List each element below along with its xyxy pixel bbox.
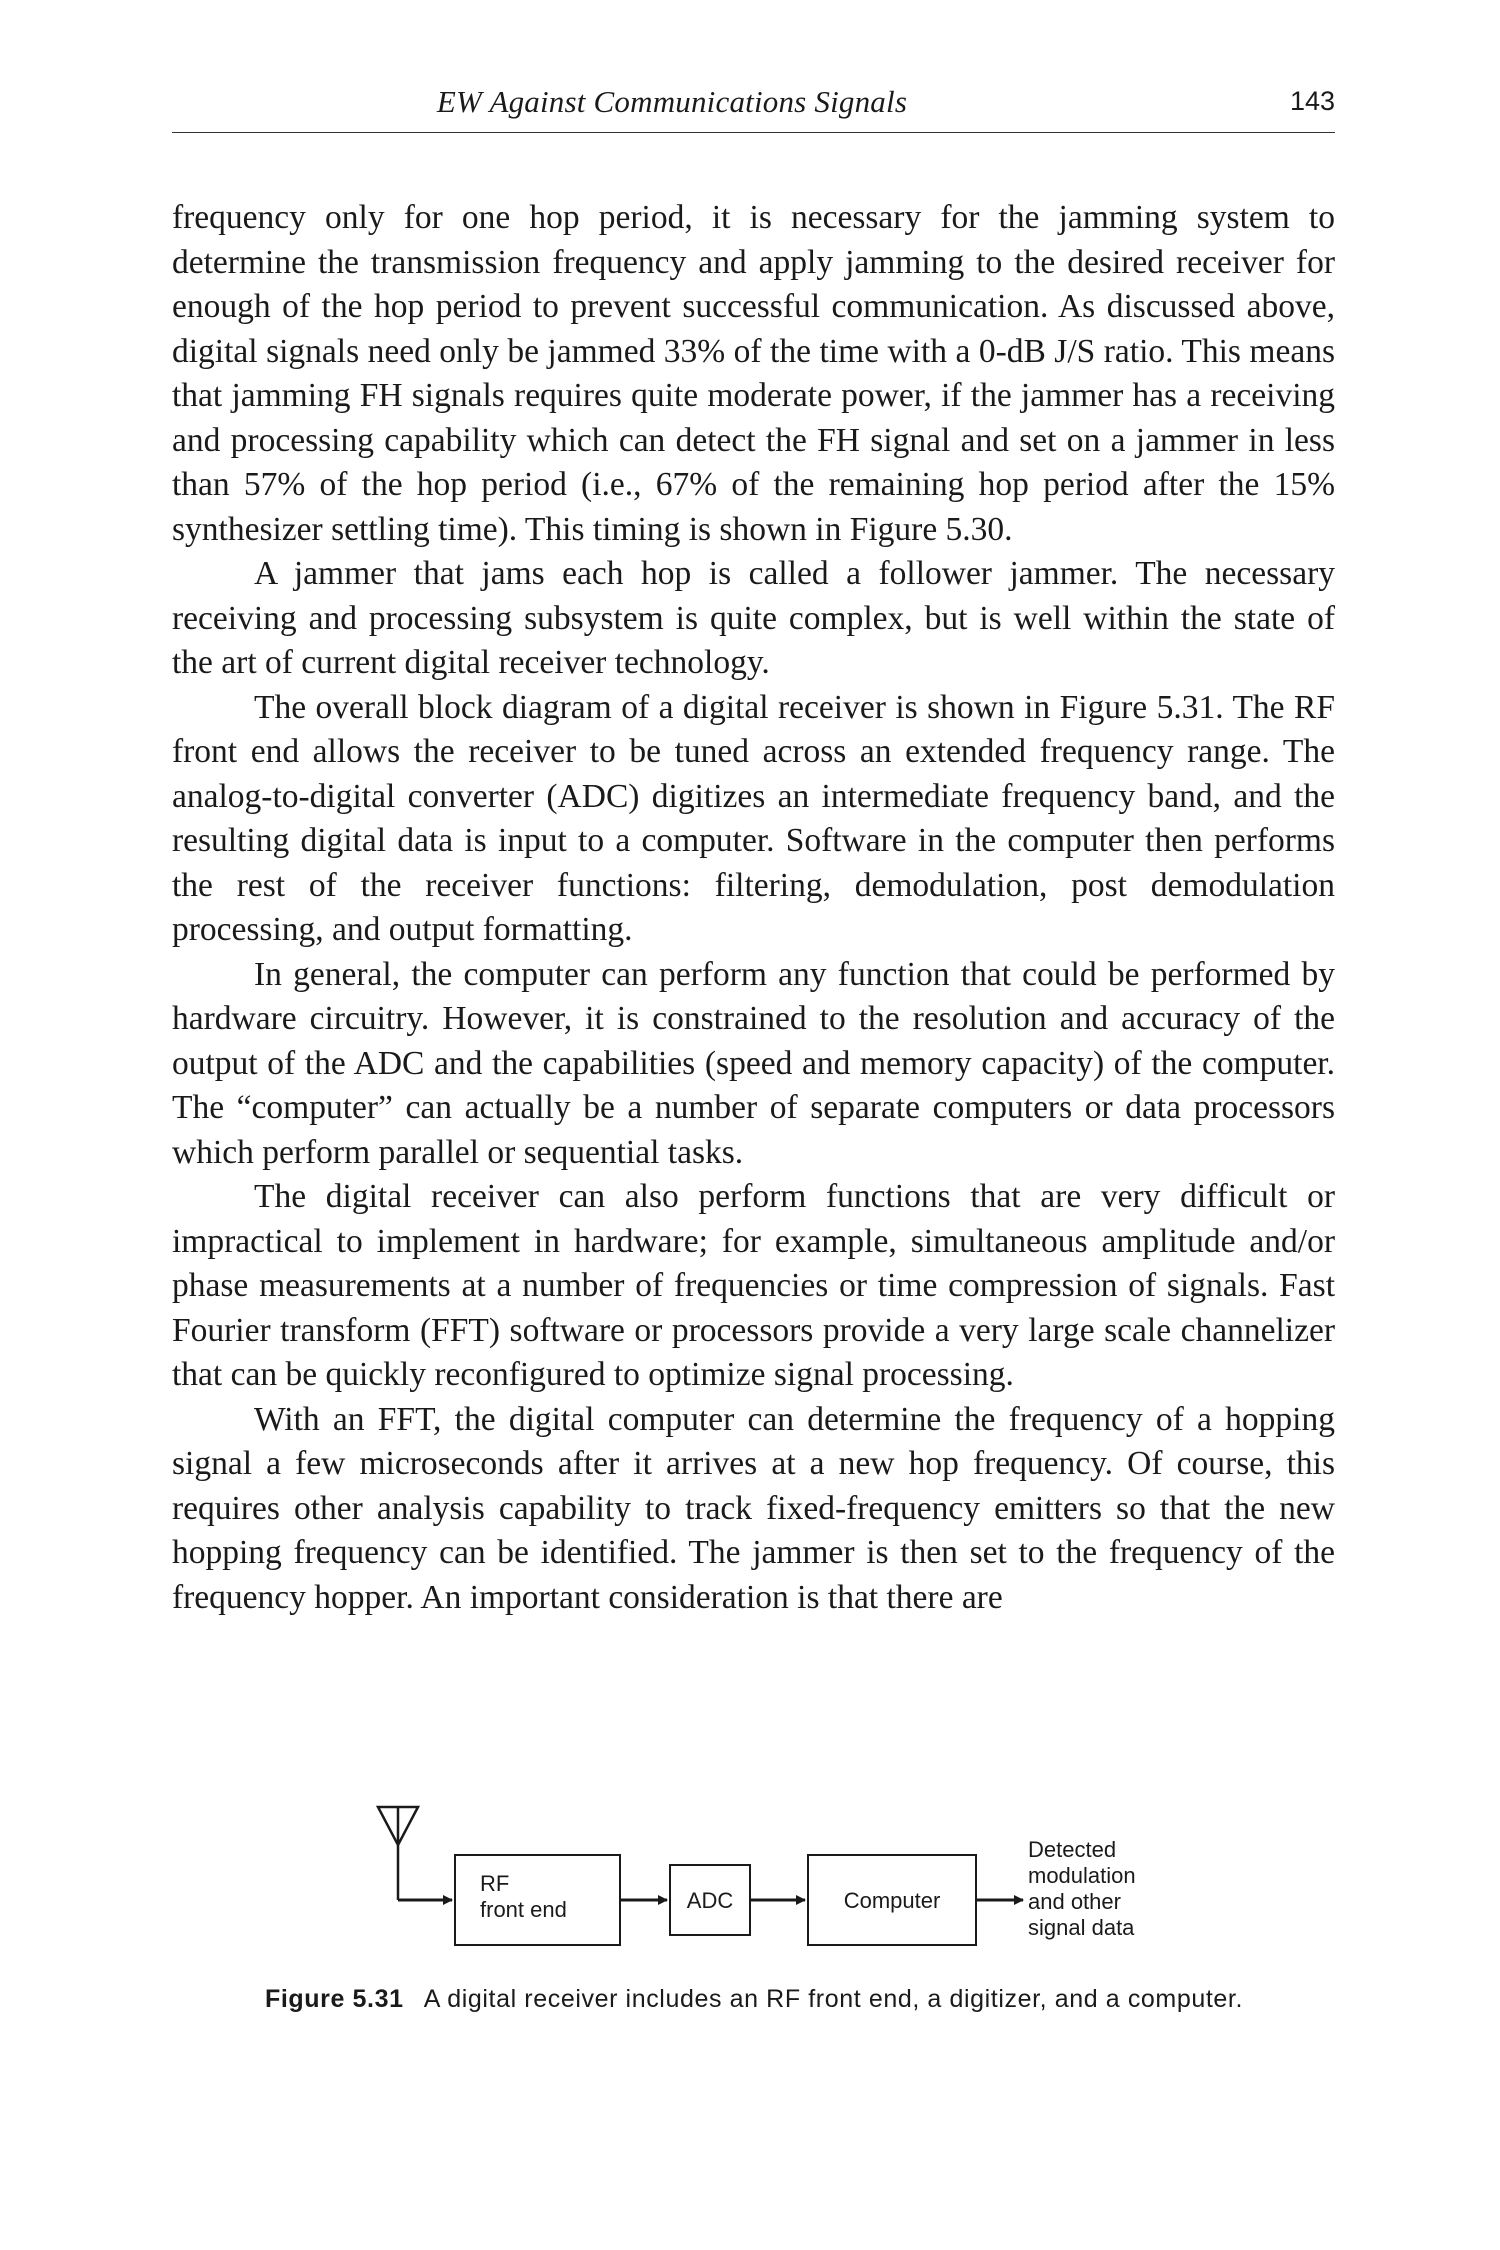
antenna-icon bbox=[378, 1807, 418, 1900]
running-head: EW Against Communications Signals bbox=[436, 84, 908, 119]
figure-5-31-block-diagram bbox=[360, 1795, 1180, 1975]
paragraph-6: With an FFT, the digital computer can determine the frequency of a hopping signal a few microseconds after it arrives at a new hop frequency. Of course, this requires other analysis capability to track fixed-frequency emitters so that the new hopping frequency can be identified. The jammer is then set to the frequency of the frequency hopper. An important consideration is that there are bbox=[172, 1400, 1335, 1616]
rf-label-line2: front end bbox=[480, 1897, 567, 1922]
paragraph-1: frequency only for one hop period, it is necessary for the jamming system to determine the transmission frequency and apply jamming to the desired receiver for enough of the hop period to prevent successful communication. As discussed above, digital signals need only be jammed 33% of the time with a 0-dB J/S ratio. This means that jamming FH signals requires quite moderate power, if the jammer has a receiving and processing capability which can detect the FH signal and set on a jammer in less than 57% of the hop period (i.e., 67% of the remaining hop period after the 15% synthesizer settling time). This timing is shown in Figure 5.30. bbox=[172, 199, 1335, 548]
computer-label: Computer bbox=[843, 1888, 941, 1913]
caption-text: A digital receiver includes an RF front end, a digitizer, and a computer. bbox=[423, 1985, 1244, 2013]
rf-label-line1: RF bbox=[480, 1871, 510, 1896]
page-header bbox=[172, 80, 1335, 133]
output-label-line1: Detected bbox=[1028, 1837, 1117, 1862]
paragraph-3: The overall block diagram of a digital receiver is shown in Figure 5.31. The RF front end allows the receiver to be tuned across an extended frequency range. The analog-to-digital converter (ADC) digitizes an intermediate frequency band, and the resulting digital data is input to a computer. Software in the computer then performs the rest of the receiver functions: filtering, demodulation, post demodulation processing, and output formatting. bbox=[172, 688, 1335, 948]
paragraph-2: A jammer that jams each hop is called a follower jammer. The necessary receiving and processing subsystem is quite complex, but is well within the state of the art of current digital receiver technology. bbox=[172, 555, 1335, 681]
paragraph-4: In general, the computer can perform any function that could be performed by hardware circuitry. However, it is constrained to the resolution and accuracy of the output of the ADC and the capabilities (speed and memory capacity) of the computer. The “computer” can actually be a number of separate computers or data processors which perform parallel or sequential tasks. bbox=[172, 955, 1335, 1171]
figure-caption bbox=[265, 1985, 1365, 2014]
adc-label: ADC bbox=[686, 1888, 734, 1913]
body-text bbox=[172, 196, 1335, 1620]
output-label-line3: and other bbox=[1028, 1889, 1121, 1914]
page-number: 143 bbox=[1289, 86, 1335, 116]
paragraph-5: The digital receiver can also perform functions that are very difficult or impractical to implement in hardware; for example, simultaneous amplitude and/or phase measurements at a number of frequencies or time compression of signals. Fast Fourier transform (FFT) software or processors provide a very large scale channelizer that can be quickly reconfigured to optimize signal processing. bbox=[172, 1178, 1335, 1393]
output-label-line4: signal data bbox=[1028, 1915, 1135, 1940]
caption-label: Figure 5.31 bbox=[265, 1985, 404, 2013]
output-label-line2: modulation bbox=[1028, 1863, 1136, 1888]
